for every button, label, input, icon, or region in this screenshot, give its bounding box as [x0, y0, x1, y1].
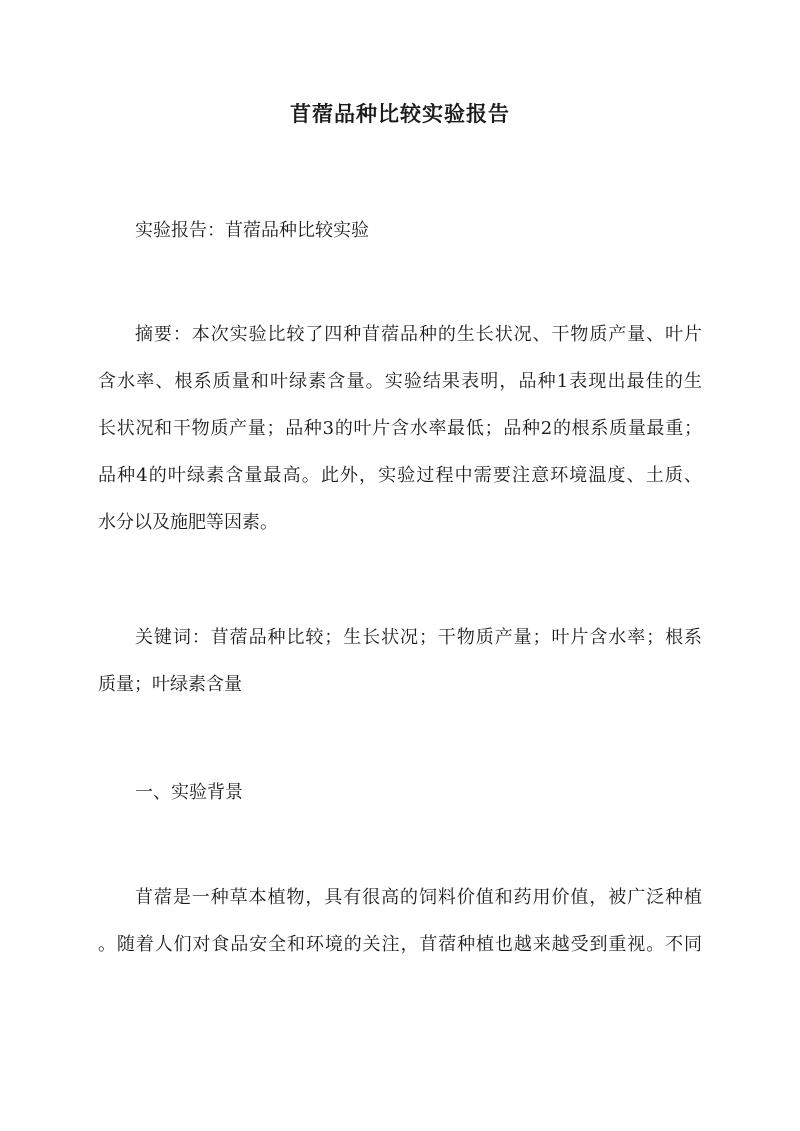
report-heading-paragraph	[98, 207, 702, 254]
keywords-line: 关键词：苜蓿品种比较；生长状况；干物质产量；叶片含水率；根系	[135, 627, 702, 648]
abstract-line: 含水率、根系质量和叶绿素含量。实验结果表明，品种1表现出最佳的生	[98, 371, 702, 392]
abstract-line: 水分以及施肥等因素。	[98, 512, 278, 533]
abstract-paragraph	[98, 311, 702, 546]
background-line: 苜蓿是一种草本植物，具有很高的饲料价值和药用价值，被广泛种植	[135, 887, 702, 908]
report-heading: 实验报告：苜蓿品种比较实验	[135, 220, 369, 241]
section-heading: 一、实验背景	[135, 782, 243, 803]
background-paragraph	[98, 874, 702, 968]
background-line: 。随着人们对食品安全和环境的关注，苜蓿种植也越来越受到重视。不同	[98, 934, 702, 955]
abstract-line: 长状况和干物质产量；品种3的叶片含水率最低；品种2的根系质量最重；	[98, 418, 702, 439]
document-title: 苜蓿品种比较实验报告	[290, 101, 510, 126]
section-heading-paragraph	[98, 769, 702, 816]
keywords-line: 质量；叶绿素含量	[98, 674, 242, 695]
keywords-paragraph	[98, 614, 702, 708]
abstract-line: 摘要：本次实验比较了四种苜蓿品种的生长状况、干物质产量、叶片	[135, 324, 702, 345]
abstract-line: 品种4的叶绿素含量最高。此外，实验过程中需要注意环境温度、土质、	[98, 465, 702, 486]
